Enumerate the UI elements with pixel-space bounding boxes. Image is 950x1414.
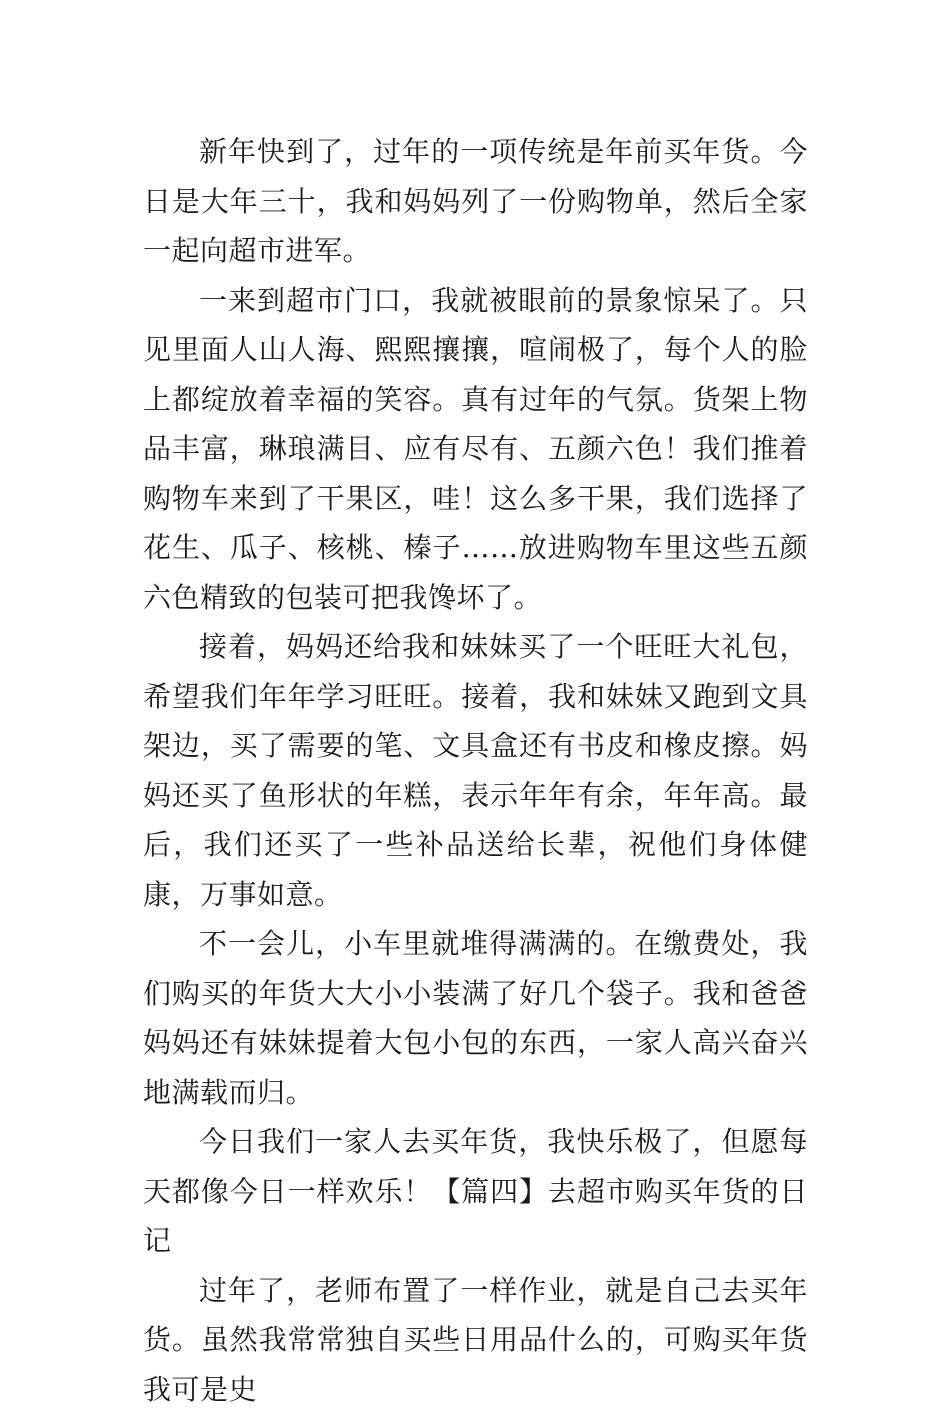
paragraph-2: 一来到超市门口，我就被眼前的景象惊呆了。只见里面人山人海、熙熙攘攘，喧闹极了，每个人的脸上都绽放着幸福的笑容。真有过年的气氛。货架上物品丰富，琳琅满目、应有尽有、五颜六色！我们推着购物车来到了干果区，哇！这么多干果，我们选择了花生、瓜子、核桃、榛子……放进购物车里这些五颜六色精致的包装可把我馋坏了。 (143, 276, 808, 623)
paragraph-5: 今日我们一家人去买年货，我快乐极了，但愿每天都像今日一样欢乐！【篇四】去超市购买年货的日记 (143, 1117, 808, 1266)
paragraph-1: 新年快到了，过年的一项传统是年前买年货。今日是大年三十，我和妈妈列了一份购物单，然后全家一起向超市进军。 (143, 127, 808, 276)
paragraph-3: 接着，妈妈还给我和妹妹买了一个旺旺大礼包，希望我们年年学习旺旺。接着，我和妹妹又跑到文具架边，买了需要的笔、文具盒还有书皮和橡皮擦。妈妈还买了鱼形状的年糕，表示年年有余，年年高。最后，我们还买了一些补品送给长辈，祝他们身体健康，万事如意。 (143, 622, 808, 919)
paragraph-6: 过年了，老师布置了一样作业，就是自己去买年货。虽然我常常独自买些日用品什么的，可购买年货我可是史 (143, 1266, 808, 1414)
document-body (143, 127, 808, 1414)
paragraph-4: 不一会儿，小车里就堆得满满的。在缴费处，我们购买的年货大大小小装满了好几个袋子。我和爸爸妈妈还有妹妹提着大包小包的东西，一家人高兴奋兴地满载而归。 (143, 919, 808, 1117)
